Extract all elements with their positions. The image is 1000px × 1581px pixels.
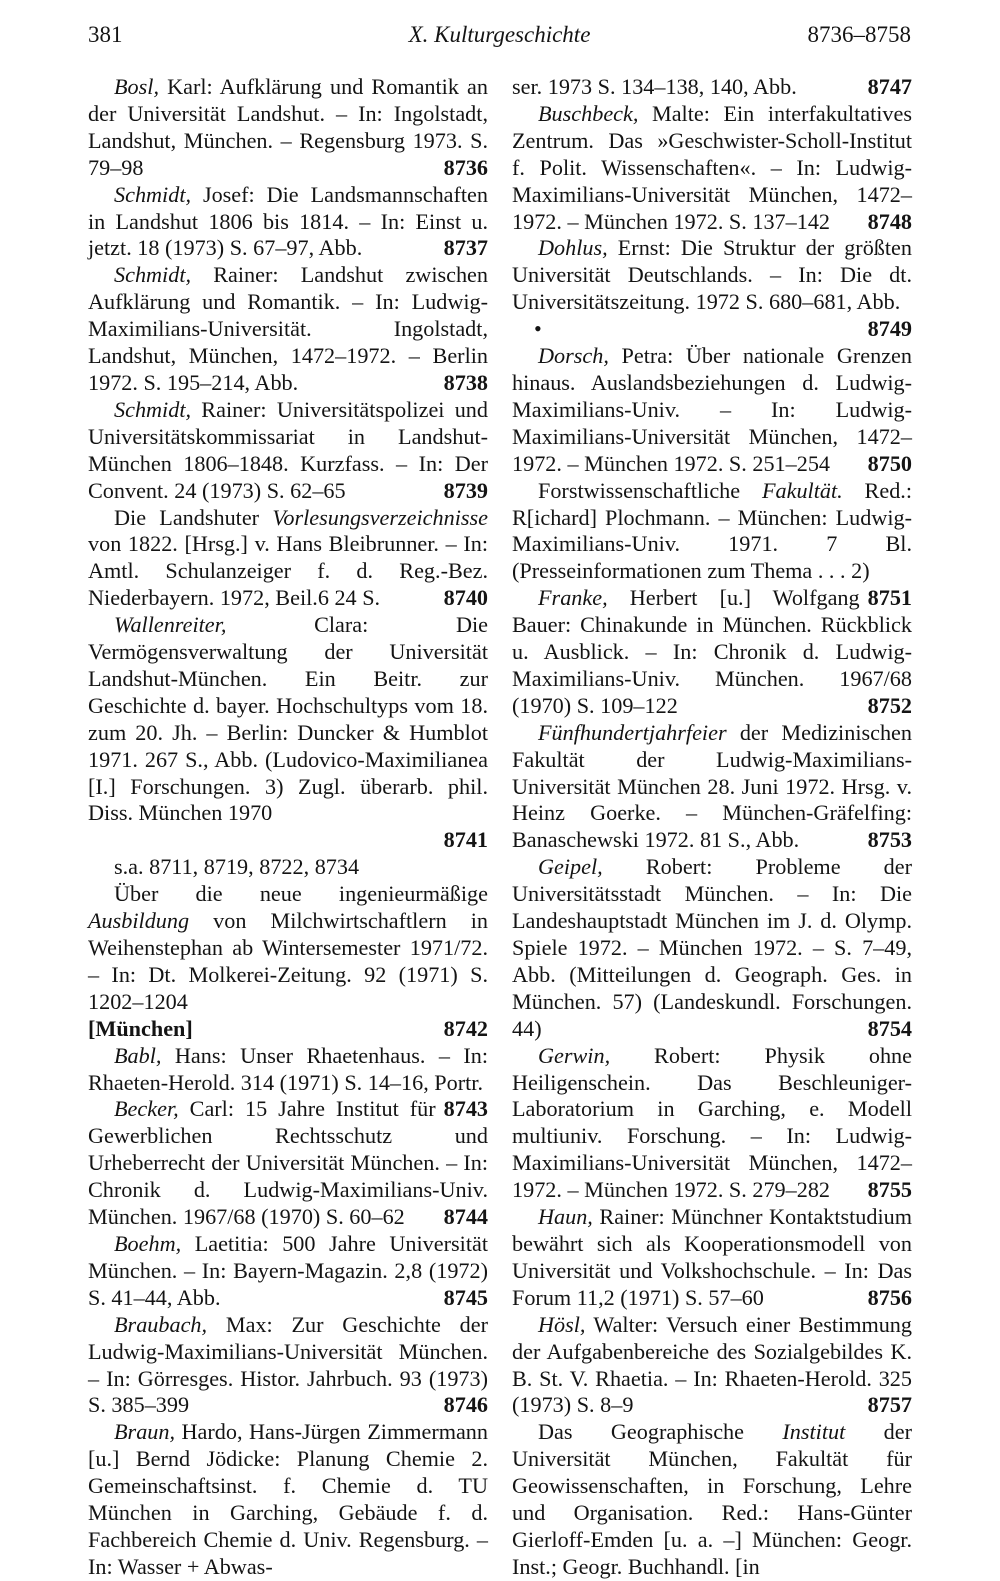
entry-8752: Franke, Herbert [u.] Wolfgang Bauer: Chinakunde in München. Rückblick u. Ausblick. – In: Chronik d. Ludwig-Maximilians-Univ. München. 1967/68 (1970) S. 109–122 8752 (512, 585, 912, 718)
entry-number: 8746 (443, 1392, 488, 1418)
entry-8758: Das Geographische Institut der Universität München, Fakultät für Geowissenschaften, in Forschung, Lehre und Organisation. Red.: Hans-Günter Gierloff-Emden [u. a. –] München: Geogr. Inst.; Geogr. Buchhandl. [in (512, 1419, 912, 1579)
entry-number: 8754 (867, 1015, 912, 1041)
entry-number: 8736 (443, 154, 488, 180)
section-heading-line (88, 1016, 488, 1043)
entry-number: 8740 (443, 585, 488, 611)
left-column (88, 74, 488, 1581)
entry-number: 8756 (867, 1284, 912, 1310)
entry-number: 8739 (443, 477, 488, 503)
entry-number: 8747 (867, 74, 912, 99)
entry-range: 8736–8758 (807, 22, 911, 47)
entry-8747-continued: ser. 1973 S. 134–138, 140, Abb. 8747 (512, 74, 912, 99)
entry-number: 8742 (443, 1015, 488, 1041)
entry-8745: Boehm, Laetitia: 500 Jahre Universität München. – In: Bayern-Magazin. 2,8 (1972) S. 41–44, Abb. 8745 (88, 1230, 488, 1310)
entry-8753: Fünfhundertjahrfeier der Medizinischen Fakultät der Ludwig-Maximilians-Universität München 28. Juni 1972. Hrsg. v. Heinz Goerke. – München-Gräfelfing: Banaschewski 1972. 81 S., Abb. 8753 (512, 719, 912, 853)
see-also: s.a. 8711, 8719, 8722, 8734 (114, 854, 360, 880)
page-number: 381 (88, 22, 123, 47)
entry-8746: Braubach, Max: Zur Geschichte der Ludwig-Maximilians-Universität München. – In: Görresges. Histor. Jahrbuch. 93 (1973) S. 385–399 8746 (88, 1311, 488, 1418)
entry-number: 8753 (867, 827, 912, 853)
bullet-mark: • (534, 316, 542, 342)
entry-8747: Braun, Hardo, Hans-Jürgen Zimmermann [u.] Bernd Jödicke: Planung Chemie 2. Gemeinschaftsinst. f. Chemie d. TU München in Garching, Gebäude f. d. Fachbereich Chemie d. Univ. Regensburg. – In: Wasser + Abwas- (88, 1419, 488, 1579)
entry-number: 8744 (443, 1204, 488, 1230)
entry-8749-number-line (512, 316, 912, 343)
entry-number: 8750 (867, 450, 912, 476)
entry-8743: Babl, Hans: Unser Rhaetenhaus. – In: Rhaeten-Herold. 314 (1971) S. 14–16, Portr. 8743 (88, 1042, 488, 1122)
entry-8755: Gerwin, Robert: Physik ohne Heiligenschein. Das Beschleuniger-Laboratorium in Garching, e. Modell multiuniv. Forschung. – In: Ludwig-Maximilians-Universität München, 1472–1972. – München 1972. S. 279–282 8755 (512, 1042, 912, 1203)
entry-8737: Schmidt, Josef: Die Landsmannschaften in Landshut 1806 bis 1814. – In: Einst u. jetzt. 18 (1973) S. 67–97, Abb. 8737 (88, 181, 488, 261)
entry-8748: Buschbeck, Malte: Ein interfakultatives Zentrum. Das »Geschwister-Scholl-Institut f. Polit. Wissenschaften«. – In: Ludwig-Maximilians-Universität München, 1472–1972. – München 1972. S. 137–142 8748 (512, 100, 912, 234)
entry-8736: Bosl, Karl: Aufklärung und Romantik an der Universität Landshut. – In: Ingolstadt, Landshut, München. – Regensburg 1973. S. 79–98 8736 (88, 74, 488, 180)
entry-number: 8749 (867, 316, 912, 342)
entry-8739: Schmidt, Rainer: Universitätspolizei und Universitätskommissariat in Landshut-München 1806–1848. Kurzfass. – In: Der Convent. 24 (1973) S. 62–65 8739 (88, 396, 488, 503)
entry-8738: Schmidt, Rainer: Landshut zwischen Aufklärung und Romantik. – In: Ludwig-Maximilians-Universität. Ingolstadt, Landshut, München, 1472–1972. – Berlin 1972. S. 195–214, Abb. 8738 (88, 262, 488, 395)
entry-8741: Wallenreiter, Clara: Die Vermögensverwaltung der Universität Landshut-München. Ein Beitr. zur Geschichte d. bayer. Hochschultyps vom 18. zum 20. Jh. – Berlin: Duncker & Humblot 1971. 267 S., Abb. (Ludovico-Maximilianea [I.] Forschungen. 3) Zugl. überarb. phil. Diss. München 1970 (88, 612, 488, 826)
page-header (88, 22, 911, 58)
entry-8744: Becker, Carl: 15 Jahre Institut für Gewerblichen Rechtsschutz und Urheberrecht der Universität München. – In: Chronik d. Ludwig-Maximilians-Univ. München. 1967/68 (1970) S. 60–62 8744 (88, 1096, 488, 1230)
entry-number: 8738 (443, 369, 488, 395)
section-heading: [München] (88, 1015, 193, 1041)
entry-8757: Hösl, Walter: Versuch einer Bestimmung der Aufgabenbereiche des Sozialgebildes K. B. St. V. Rhaetia. – In: Rhaeten-Herold. 325 (1973) S. 8–9 8757 (512, 1311, 912, 1418)
entry-8750: Dorsch, Petra: Über nationale Grenzen hinaus. Auslandsbeziehungen d. Ludwig-Maximilians-Univ. – In: Ludwig-Maximilians-Universität München, 1472–1972. – München 1972. S. 251–254 8750 (512, 343, 912, 476)
entry-8754: Geipel, Robert: Probleme der Universitätsstadt München. – In: Die Landeshauptstadt München im J. d. Olymp. Spiele 1972. – München 1972. – S. 7–49, Abb. (Mitteilungen d. Geograph. Ges. in München. 57) (Landeskundl. Forschungen. 44) 8754 (512, 854, 912, 1041)
entry-number: 8737 (443, 235, 488, 261)
entry-8742: Über die neue ingenieurmäßige Ausbildung von Milchwirtschaftlern in Weihenstephan ab Wintersemester 1971/72. – In: Dt. Molkerei-Zeitung. 92 (1971) S. 1202–1204 (88, 881, 488, 1014)
entry-number: 8751 (867, 585, 912, 611)
entry-8751: Forstwissenschaftliche Fakultät. Red.: R[ichard] Plochmann. – München: Ludwig-Maximilians-Univ. 1971. 7 Bl. (Presseinformationen zum Thema . . . 2) 8751 (512, 477, 912, 611)
entry-number: 8752 (867, 692, 912, 718)
entry-number: 8741 (443, 827, 488, 853)
entry-number: 8748 (867, 208, 912, 234)
entry-8749: Dohlus, Ernst: Die Struktur der größten Universität Deutschlands. – In: Die dt. Universitätszeitung. 1972 S. 680–681, Abb. (512, 235, 912, 315)
entry-number: 8755 (867, 1177, 912, 1203)
entry-number: 8745 (443, 1284, 488, 1310)
entry-number: 8743 (443, 1096, 488, 1122)
chapter-title: X. Kulturgeschichte (408, 22, 591, 47)
entry-number: 8757 (867, 1392, 912, 1418)
entry-8740: Die Landshuter Vorlesungsverzeichnisse von 1822. [Hrsg.] v. Hans Bleibrunner. – In: Amtl. Schulanzeiger f. d. Reg.-Bez. Niederbayern. 1972, Beil.6 24 S. 8740 (88, 504, 488, 611)
entry-8756: Haun, Rainer: Münchner Kontaktstudium bewährt sich als Kooperationsmodell von Universität und Volkshochschule. – In: Das Forum 11,2 (1971) S. 57–60 8756 (512, 1204, 912, 1310)
right-column (512, 74, 912, 1581)
